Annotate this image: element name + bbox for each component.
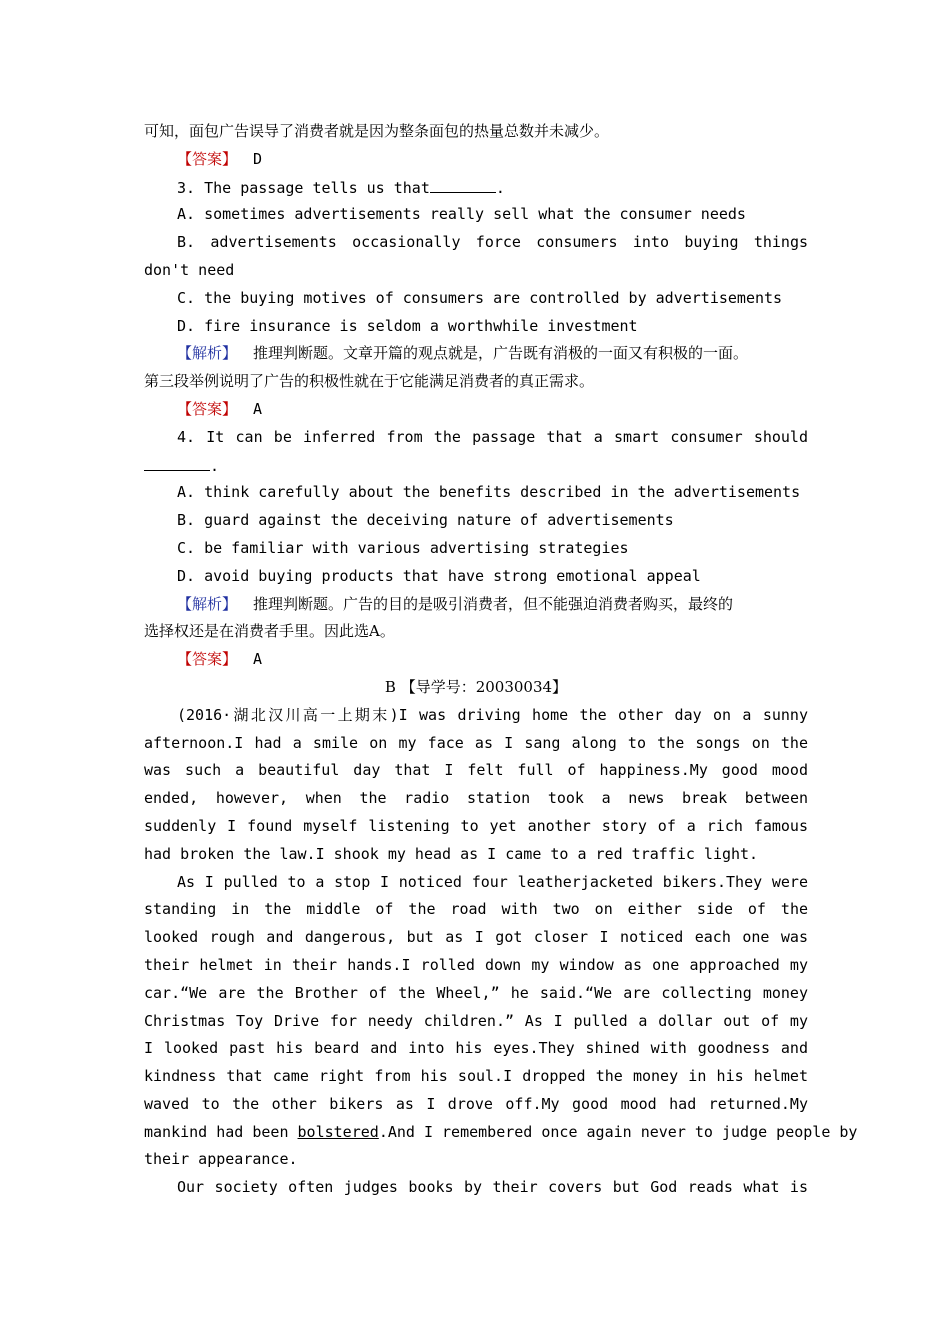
- q4-option-b: B. guard against the deceiving nature of advertisements: [177, 511, 674, 530]
- underlined-word: bolstered: [297, 1122, 379, 1141]
- question-4-stem: 4. It can be inferred from the passage that a smart consumer should: [177, 427, 808, 446]
- passage-line: waved to the other bikers as I drove off.My good mood had returned.My: [144, 1094, 808, 1113]
- passage-line: their helmet in their hands.I rolled down my window as one approached my: [144, 955, 808, 974]
- q4-option-c: C. be familiar with various advertising strategies: [177, 538, 629, 557]
- passage-line: suddenly I found myself listening to yet another story of a rich famous: [144, 816, 808, 835]
- question-3-stem: [144, 174, 808, 202]
- q3-option-b-continued: don't need: [144, 260, 235, 279]
- passage-line: kindness that came right from his soul.I dropped the money in his helmet: [144, 1067, 808, 1086]
- passage-line: [144, 1119, 858, 1147]
- q3-option-d: D. fire insurance is seldom a worthwhile investment: [177, 316, 638, 335]
- answer-label: 【答案】: [177, 650, 238, 669]
- q3-analysis-continued: 第三段举例说明了广告的积极性就在于它能满足消费者的真正需求。: [144, 372, 595, 391]
- q3-option-c: C. the buying motives of consumers are controlled by advertisements: [177, 288, 783, 307]
- answer-blank: [430, 174, 496, 193]
- passage-line: looked rough and dangerous, but as I got closer I noticed each one was: [144, 928, 808, 947]
- stem-end: .: [210, 456, 220, 475]
- stem-end: .: [495, 178, 505, 197]
- passage-line: I looked past his beard and into his eyes.They shined with goodness and: [144, 1039, 808, 1058]
- analysis-text: 推理判断题。文章开篇的观点就是，广告既有消极的一面又有积极的一面。: [253, 344, 749, 363]
- q4-option-a: A. think carefully about the benefits described in the advertisements: [177, 483, 801, 502]
- answer-line-q3: [144, 396, 808, 424]
- q3-analysis: [144, 340, 808, 368]
- answer-value: A: [253, 650, 263, 669]
- q4-option-d: D. avoid buying products that have strong emotional appeal: [177, 566, 701, 585]
- q3-option-b: B. advertisements occasionally force consumers into buying things: [177, 233, 808, 252]
- passage-text: mankind had been: [144, 1122, 298, 1141]
- question-stem-text: 3. The passage tells us that: [177, 178, 430, 197]
- passage-line: their appearance.: [144, 1150, 298, 1169]
- passage-text: .And I remembered once again never to judge people by: [378, 1122, 858, 1141]
- answer-line-q4: [144, 646, 808, 674]
- answer-line-q2: [144, 146, 808, 174]
- q4-analysis-continued: 选择权还是在消费者手里。因此选A。: [144, 622, 395, 641]
- section-heading: B 【导学号：20030034】: [384, 677, 568, 696]
- passage-line: car.“We are the Brother of the Wheel,” he said.“We are collecting money: [144, 983, 808, 1002]
- passage-line: was such a beautiful day that I felt full of happiness.My good mood: [144, 761, 808, 780]
- answer-value: A: [253, 399, 263, 418]
- passage-line: Christmas Toy Drive for needy children.” As I pulled a dollar out of my: [144, 1011, 808, 1030]
- analysis-label: 【解析】: [177, 594, 238, 613]
- passage-line: standing in the middle of the road with two on either side of the: [144, 900, 808, 919]
- answer-label: 【答案】: [177, 399, 238, 418]
- passage-line: afternoon.I had a smile on my face as I sang along to the songs on the: [144, 733, 808, 752]
- analysis-text: 推理判断题。广告的目的是吸引消费者，但不能强迫消费者购买，最终的: [253, 594, 734, 613]
- passage-line: As I pulled to a stop I noticed four leatherjacketed bikers.They were: [177, 872, 808, 891]
- q4-analysis: [144, 591, 808, 619]
- explanation-continued: 可知，面包广告误导了消费者就是因为整条面包的热量总数并未减少。: [144, 122, 610, 140]
- passage-line: (2016·湖北汉川高一上期末)I was driving home the other day on a sunny: [177, 705, 808, 724]
- answer-blank: [144, 452, 210, 471]
- answer-label: 【答案】: [177, 149, 238, 168]
- question-4-blank: [144, 452, 808, 480]
- q3-option-a: A. sometimes advertisements really sell what the consumer needs: [177, 205, 746, 224]
- passage-line: Our society often judges books by their covers but God reads what is: [177, 1178, 808, 1197]
- document-page: [144, 118, 858, 1202]
- passage-line: had broken the law.I shook my head as I came to a red traffic light.: [144, 844, 759, 863]
- passage-line: ended, however, when the radio station took a news break between: [144, 789, 808, 808]
- answer-value: D: [253, 149, 263, 168]
- analysis-label: 【解析】: [177, 344, 238, 363]
